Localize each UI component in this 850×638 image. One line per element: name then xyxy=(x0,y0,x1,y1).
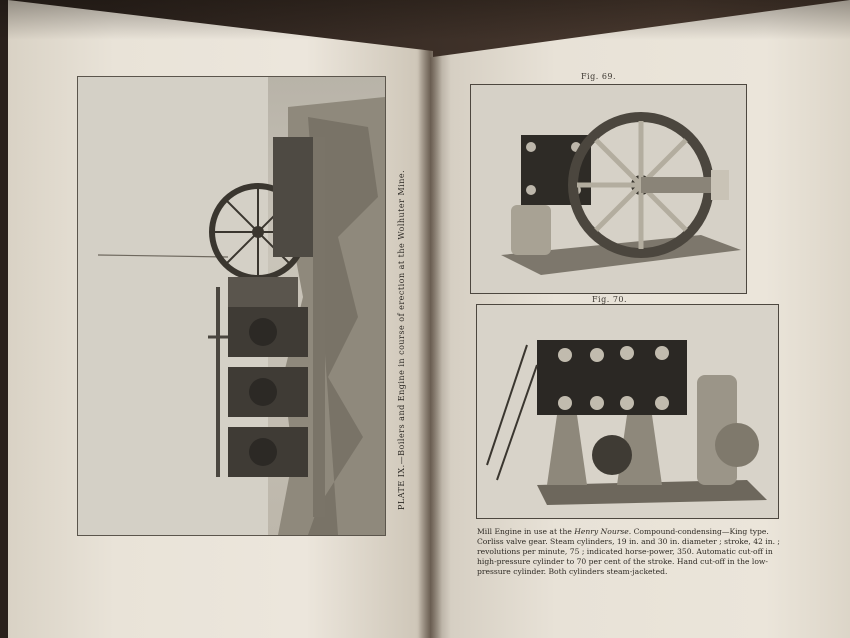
plate-photograph xyxy=(77,76,386,536)
fig-69-image xyxy=(470,84,747,294)
figure-caption xyxy=(477,527,787,577)
fig-70-image xyxy=(476,304,779,519)
book-gutter xyxy=(418,50,442,638)
plate-caption-text: PLATE IX.—Boilers and Engine in course of erection at the Wolhuter Mine. xyxy=(397,169,406,510)
boilers-engine-illustration xyxy=(78,77,385,535)
caption-lead: Mill Engine in use at the xyxy=(477,527,575,536)
mill-engine-illustration-a xyxy=(471,85,746,293)
caption-body: Compound-condensing—King type. Corliss valve gear. Steam cylinders, 19 in. and 30 in. diameter ; stroke, 42 in. ; revolutions per minute, 75 ; indicated horse-power, 350. Automatic cut-off in high-pressure cylinder to 70 per cent of the stroke. Hand cut-off in the low-pressure cylinder. Both cylinders steam-jacketed. xyxy=(477,527,780,576)
fig-70-label: Fig. 70. xyxy=(592,295,628,304)
caption-italic: Henry Nourse. xyxy=(574,527,632,536)
plate-caption xyxy=(383,169,406,510)
mill-engine-illustration-b xyxy=(477,305,778,518)
fig-69-label: Fig. 69. xyxy=(581,72,617,81)
